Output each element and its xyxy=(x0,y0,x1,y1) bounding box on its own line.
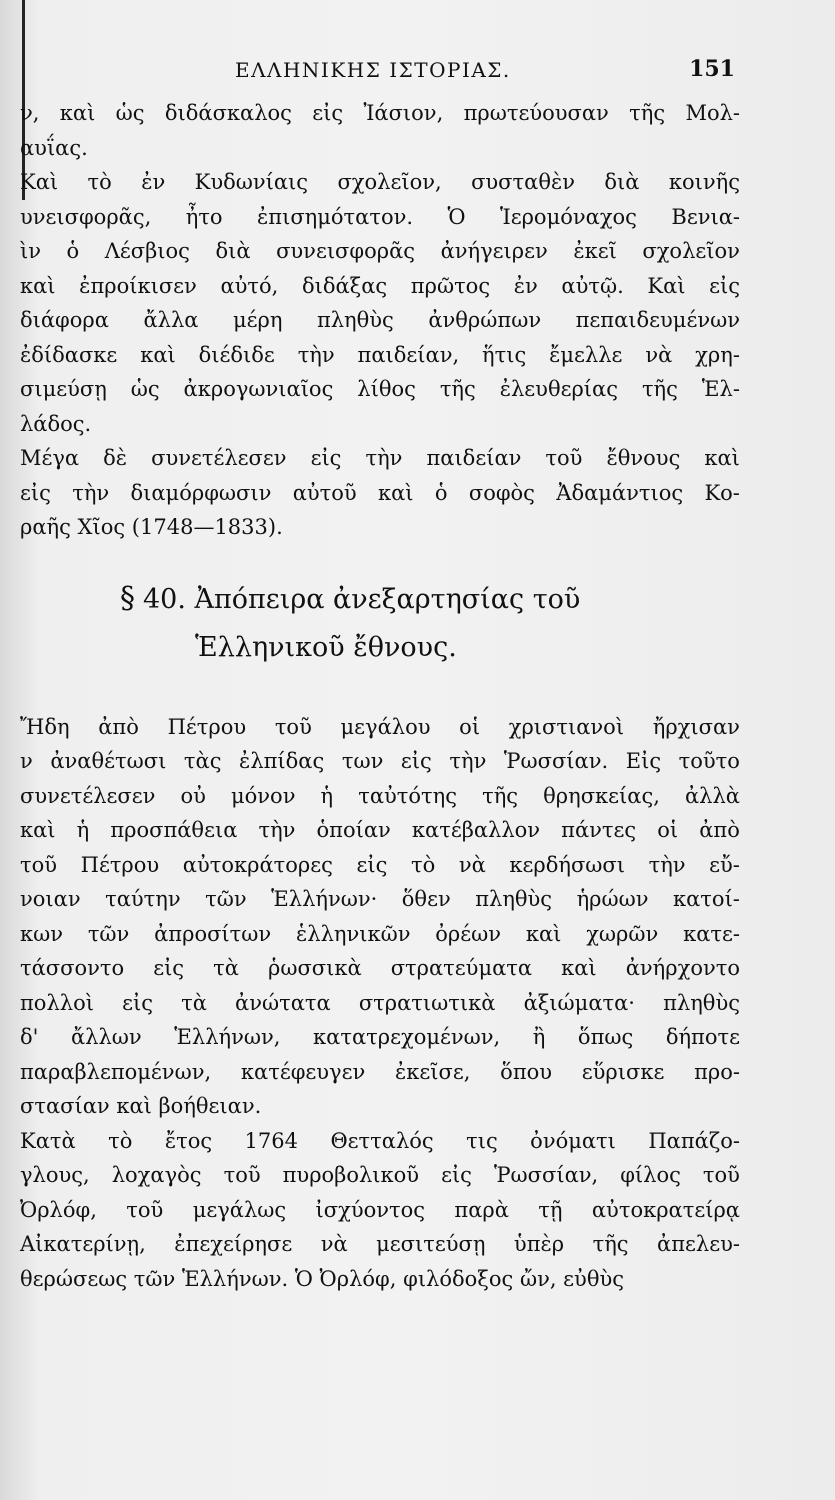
text-line: Ἤδη ἀπὸ Πέτρου τοῦ μεγάλου οἱ χριστιανοὶ ἤρχισαν xyxy=(20,714,740,739)
paragraph xyxy=(20,1124,740,1297)
text-line: Καὶ τὸ ἐν Κυδωνίαις σχολεῖον, συσταθὲν διὰ κοινῆς xyxy=(20,170,740,194)
text-line: θερώσεως τῶν Ἑλλήνων. Ὁ Ὀρλόφ, φιλόδοξος ὤν, εὐθὺς xyxy=(20,1266,624,1291)
text-line: Αἰκατερίνῃ, ἐπεχείρησε νὰ μεσιτεύσῃ ὑπὲρ τῆς ἀπελευ- xyxy=(20,1232,740,1256)
text-line: υνεισφορᾶς, ἦτο ἐπισημότατον. Ὁ Ἱερομόναχος Βενια- xyxy=(20,204,740,229)
text-line: συνετέλεσεν οὐ μόνον ἡ ταὐτότης τῆς θρησκείας, ἀλλὰ xyxy=(20,783,740,808)
section-mark: § xyxy=(120,580,135,616)
paragraph xyxy=(20,710,740,1124)
text-line: ἐδίδασκε καὶ διέδιδε τὴν παιδείαν, ἥτις ἔμελλε νὰ χρη- xyxy=(20,342,740,367)
section-title-line-1: 40. Ἀπόπειρα ἀνεξαρτησίας τοῦ xyxy=(143,583,581,615)
text-line: δ' ἄλλων Ἑλλήνων, κατατρεχομένων, ἢ ὅπως δήποτε xyxy=(20,1025,740,1049)
text-line: τοῦ Πέτρου αὐτοκράτορες εἰς τὸ νὰ κερδήσωσι τὴν εὔ- xyxy=(20,852,740,877)
text-line: καὶ ἡ προσπάθεια τὴν ὁποίαν κατέβαλλον πάντες οἱ ἀπὸ xyxy=(20,818,740,842)
page-number: 151 xyxy=(689,56,735,82)
paragraph xyxy=(20,441,740,545)
running-head: ΕΛΛΗΝΙΚΗΣ ΙΣΤΟΡΙΑΣ. xyxy=(235,58,511,82)
paragraph xyxy=(20,165,740,441)
text-line: κων τῶν ἀπροσίτων ἑλληνικῶν ὀρέων καὶ χωρῶν κατε- xyxy=(20,921,740,946)
section-heading xyxy=(20,575,740,672)
text-block-1 xyxy=(20,96,740,545)
text-line: ραῆς Χῖος (1748—1833). xyxy=(20,515,283,539)
text-line: γλους, λοχαγὸς τοῦ πυροβολικοῦ εἰς Ῥωσσίαν, φίλος τοῦ xyxy=(20,1163,740,1187)
text-line: καὶ ἐπροίκισεν αὐτό, διδάξας πρῶτος ἐν αὐτῷ. Καὶ εἰς xyxy=(20,273,740,298)
text-line: στασίαν καὶ βοήθειαν. xyxy=(20,1094,262,1118)
page-content xyxy=(20,96,740,1296)
paragraph xyxy=(20,96,740,165)
text-line: Κατὰ τὸ ἔτος 1764 Θετταλός τις ὀνόματι Παπάζο- xyxy=(20,1128,740,1153)
text-line: ν, καὶ ὡς διδάσκαλος εἰς Ἰάσιον, πρωτεύουσαν τῆς Μολ- xyxy=(20,101,740,125)
text-line: λάδος. xyxy=(20,411,92,436)
text-line: Μέγα δὲ συνετέλεσεν εἰς τὴν παιδείαν τοῦ ἔθνους καὶ xyxy=(20,446,740,470)
text-line: παραβλεπομένων, κατέφευγεν ἐκεῖσε, ὅπου εὕρισκε προ- xyxy=(20,1059,740,1084)
section-title-line-2: Ἑλληνικοῦ ἔθνους. xyxy=(195,631,457,663)
page-header xyxy=(0,58,835,88)
text-line: εἰς τὴν διαμόρφωσιν αὐτοῦ καὶ ὁ σοφὸς Ἀδαμάντιος Κο- xyxy=(20,480,740,505)
text-block-2 xyxy=(20,710,740,1297)
text-line: νοιαν ταύτην τῶν Ἑλλήνων· ὅθεν πληθὺς ἡρώων κατοί- xyxy=(20,887,740,911)
text-line: πολλοὶ εἰς τὰ ἀνώτατα στρατιωτικὰ ἀξιώματα· πληθὺς xyxy=(20,990,740,1015)
text-line: διάφορα ἄλλα μέρη πληθὺς ἀνθρώπων πεπαιδευμένων xyxy=(20,308,740,332)
text-line: Ὀρλόφ, τοῦ μεγάλως ἰσχύοντος παρὰ τῇ αὐτοκρατείρᾳ xyxy=(20,1197,740,1222)
text-line: αυΐας. xyxy=(20,135,88,160)
text-line: ὶν ὁ Λέσβιος διὰ συνεισφορᾶς ἀνήγειρεν ἐκεῖ σχολεῖον xyxy=(20,239,740,263)
text-line: σιμεύσῃ ὡς ἀκρογωνιαῖος λίθος τῆς ἐλευθερίας τῆς Ἑλ- xyxy=(20,377,740,401)
text-line: ν ἀναθέτωσι τὰς ἐλπίδας των εἰς τὴν Ῥωσσίαν. Εἰς τοῦτο xyxy=(20,749,740,773)
text-line: τάσσοντο εἰς τὰ ῥωσσικὰ στρατεύματα καὶ ἀνήρχοντο xyxy=(20,956,740,980)
